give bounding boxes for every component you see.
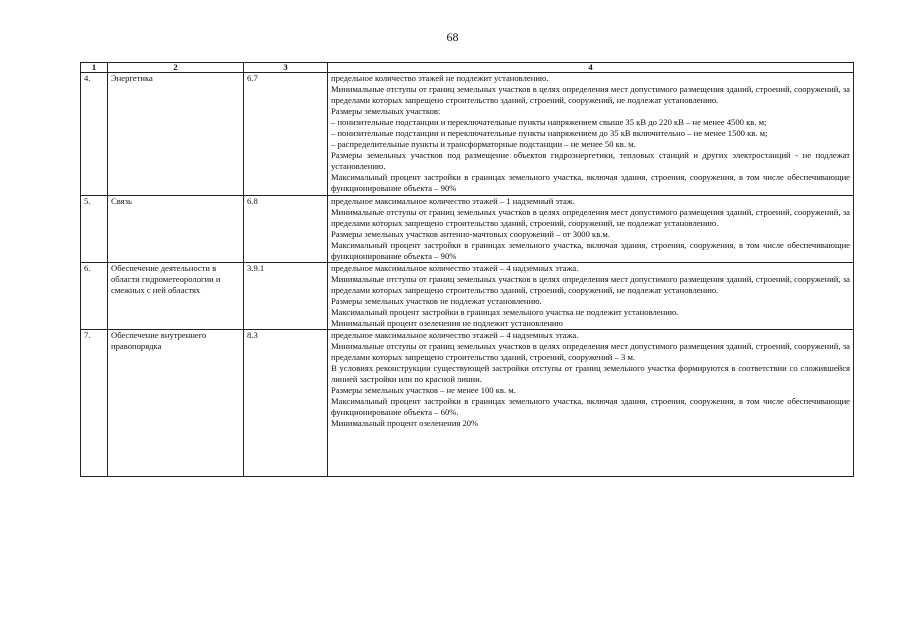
use-type-name: Обеспечение внутреннего правопорядка xyxy=(108,330,244,477)
use-type-code: 6.8 xyxy=(244,195,328,262)
header-col-3: 3 xyxy=(244,63,328,73)
param-line: предельное количество этажей не подлежит установлению. xyxy=(331,73,549,83)
header-col-2: 2 xyxy=(108,63,244,73)
use-type-code: 3.9.1 xyxy=(244,262,328,329)
page-number: 68 xyxy=(446,30,459,44)
use-type-code: 8.3 xyxy=(244,330,328,477)
parameters-cell xyxy=(328,73,854,196)
param-line: – распределительные пункты и трансформаторные подстанции – не менее 50 кв. м. xyxy=(331,139,636,150)
use-type-code: 6.7 xyxy=(244,73,328,196)
param-line: Минимальный процент озеленения 20% xyxy=(331,418,479,429)
param-line: предельное максимальное количество этажей – 1 надземный этаж. xyxy=(331,195,575,206)
table-row xyxy=(81,330,854,477)
table-row xyxy=(81,262,854,329)
param-line: предельное максимальное количество этажей – 4 надземных этажа. xyxy=(331,262,579,273)
param-line: Минимальные отступы от границ земельных участков в целях определения мест допустимого размещения зданий, строений, сооружений, за пределами которых запрещено строительство зданий, строений, сооружений, не подлежат установлению. xyxy=(331,84,850,106)
param-line: – понизительные подстанции и переключательные пункты напряжением до 35 кВ включительно – не менее 1500 кв. м; xyxy=(331,128,768,139)
param-line: Минимальные отступы от границ земельных участков в целях определения мест допустимого размещения зданий, строений, сооружений, за пределами которых запрещено строительство зданий, строений, сооружений, не подлежат установлению. xyxy=(331,273,850,295)
row-number: 4. xyxy=(81,73,108,196)
header-col-1: 1 xyxy=(81,63,108,73)
use-type-name: Обеспечение деятельности в области гидрометеорологии и смежных с ней областях xyxy=(108,262,244,329)
param-line: предельное максимальное количество этажей – 4 надземных этажа. xyxy=(331,330,579,341)
param-line: Размеры земельных участков – не менее 100 кв. м. xyxy=(331,385,516,396)
param-line: – понизительные подстанции и переключательные пункты напряжением свыше 35 кВ до 220 кВ – не менее 4500 кв. м; xyxy=(331,117,767,128)
row-number: 7. xyxy=(81,330,108,477)
header-col-4: 4 xyxy=(328,63,854,73)
parameters-cell xyxy=(328,262,854,329)
param-line: Максимальный процент застройки в границах земельного участка, включая здания, строения, сооружения, в том числе обеспечивающие функционирование объекта – 90% xyxy=(331,172,850,194)
table-header-row xyxy=(81,63,854,73)
param-line: Максимальный процент застройки в границах земельного участка, включая здания, строения, сооружения, в том числе обеспечивающие функционирование объекта – 90% xyxy=(331,239,850,261)
table-row xyxy=(81,73,854,196)
param-line: Размеры земельных участков под размещение объектов гидроэнергетики, тепловых станций и других электростанций - не подлежат установлению. xyxy=(331,150,850,172)
param-line: Размеры земельных участков антенно-мачтовых сооружений – от 3000 кв.м. xyxy=(331,228,610,239)
row-number: 6. xyxy=(81,262,108,329)
parameters-cell xyxy=(328,195,854,262)
param-line: Минимальные отступы от границ земельных участков в целях определения мест допустимого размещения зданий, строений, сооружений, за пределами которых запрещено строительство зданий, строений, сооружений – 3 м. xyxy=(331,341,850,363)
table-row xyxy=(81,195,854,262)
row-number: 5. xyxy=(81,195,108,262)
regulations-table xyxy=(80,62,854,477)
param-line: В условиях реконструкции существующей застройки отступы от границ земельного участка формируются в соответствии со сложившейся линией застройки или по красной линии. xyxy=(331,363,850,385)
use-type-name: Энергетика xyxy=(108,73,244,196)
param-line: Максимальный процент застройки в границах земельного участка не подлежит установлению. xyxy=(331,306,679,317)
param-line: Минимальные отступы от границ земельных участков в целях определения мест допустимого размещения зданий, строений, сооружений, за пределами которых запрещено строительство зданий, строений, сооружений, не подлежат установлению. xyxy=(331,206,850,228)
param-line: Размеры земельных участков не подлежат установлению. xyxy=(331,295,542,306)
parameters-cell xyxy=(328,330,854,477)
param-line: Размеры земельных участков: xyxy=(331,106,441,117)
param-line: Минимальный процент озеленения не подлежит установлению xyxy=(331,318,563,329)
use-type-name: Связь xyxy=(108,195,244,262)
param-line: Максимальный процент застройки в границах земельного участка, включая здания, строения, сооружения, в том числе обеспечивающие функционирование объекта – 60%. xyxy=(331,396,850,418)
